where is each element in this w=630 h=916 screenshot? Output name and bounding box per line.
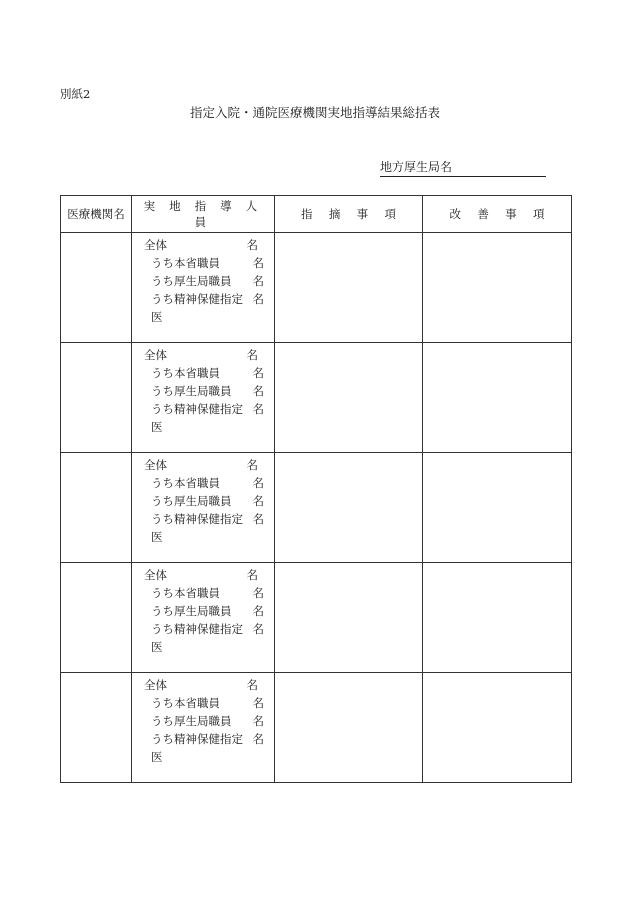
header-institution-name: 医療機関名 — [61, 196, 132, 233]
institution-name-cell[interactable] — [61, 233, 132, 343]
staff-total-unit: 名 — [246, 238, 258, 252]
header-improvements: 改 善 事 項 — [423, 196, 572, 233]
staff-psychiatry-line — [144, 290, 264, 324]
staff-ministry-label: うち本省職員 — [151, 476, 220, 490]
staff-ministry-unit: 名 — [252, 366, 264, 380]
staff-total-label: 全体 — [144, 348, 167, 362]
staff-total-line — [144, 236, 264, 254]
staff-bureau-label: うち厚生局職員 — [151, 714, 232, 728]
improvements-cell[interactable] — [423, 673, 572, 783]
improvements-cell[interactable] — [423, 343, 572, 453]
document-title: 指定入院・通院医療機関実地指導結果総括表 — [189, 105, 440, 120]
findings-cell[interactable] — [275, 233, 423, 343]
institution-name-cell[interactable] — [61, 343, 132, 453]
staff-ministry-line — [144, 694, 264, 712]
findings-cell[interactable] — [275, 673, 423, 783]
staff-total-unit: 名 — [246, 458, 258, 472]
staff-ministry-unit: 名 — [252, 696, 264, 710]
staff-bureau-unit: 名 — [252, 274, 264, 288]
staff-ministry-label: うち本省職員 — [151, 586, 220, 600]
staff-psychiatry-line — [144, 510, 264, 544]
staff-total-label: 全体 — [144, 458, 167, 472]
staff-ministry-unit: 名 — [252, 256, 264, 270]
staff-psychiatry-unit: 名 — [252, 512, 264, 526]
staff-bureau-unit: 名 — [252, 494, 264, 508]
findings-cell[interactable] — [275, 343, 423, 453]
table-row — [61, 673, 572, 783]
staff-psychiatry-label: うち精神保健指定医 — [151, 622, 243, 654]
staff-total-line — [144, 566, 264, 584]
staff-total-unit: 名 — [246, 568, 258, 582]
inspection-staff-cell[interactable] — [132, 563, 275, 673]
staff-psychiatry-line — [144, 620, 264, 654]
document-label: 別紙2 — [60, 87, 91, 101]
institution-name-cell[interactable] — [61, 673, 132, 783]
inspection-staff-cell[interactable] — [132, 233, 275, 343]
staff-ministry-label: うち本省職員 — [151, 696, 220, 710]
staff-total-line — [144, 346, 264, 364]
staff-bureau-unit: 名 — [252, 384, 264, 398]
table-row — [61, 453, 572, 563]
staff-bureau-label: うち厚生局職員 — [151, 274, 232, 288]
bureau-name-field[interactable]: 地方厚生局名 — [380, 158, 546, 177]
summary-table — [60, 195, 572, 783]
header-row — [61, 196, 572, 233]
staff-bureau-line — [144, 712, 264, 730]
staff-bureau-unit: 名 — [252, 604, 264, 618]
staff-bureau-line — [144, 492, 264, 510]
staff-psychiatry-line — [144, 730, 264, 764]
staff-total-label: 全体 — [144, 238, 167, 252]
staff-ministry-line — [144, 584, 264, 602]
staff-bureau-line — [144, 382, 264, 400]
staff-psychiatry-unit: 名 — [252, 292, 264, 306]
staff-psychiatry-unit: 名 — [252, 402, 264, 416]
staff-ministry-label: うち本省職員 — [151, 256, 220, 270]
staff-ministry-unit: 名 — [252, 586, 264, 600]
improvements-cell[interactable] — [423, 453, 572, 563]
staff-bureau-label: うち厚生局職員 — [151, 384, 232, 398]
header-inspection-staff: 実 地 指 導 人 員 — [132, 196, 275, 233]
table-row — [61, 563, 572, 673]
findings-cell[interactable] — [275, 453, 423, 563]
staff-psychiatry-label: うち精神保健指定医 — [151, 402, 243, 434]
staff-total-label: 全体 — [144, 568, 167, 582]
institution-name-cell[interactable] — [61, 453, 132, 563]
staff-psychiatry-unit: 名 — [252, 622, 264, 636]
staff-bureau-label: うち厚生局職員 — [151, 494, 232, 508]
staff-total-unit: 名 — [246, 348, 258, 362]
staff-bureau-line — [144, 602, 264, 620]
staff-total-label: 全体 — [144, 678, 167, 692]
table-row — [61, 233, 572, 343]
institution-name-cell[interactable] — [61, 563, 132, 673]
staff-total-unit: 名 — [246, 678, 258, 692]
staff-bureau-line — [144, 272, 264, 290]
staff-bureau-label: うち厚生局職員 — [151, 604, 232, 618]
staff-total-line — [144, 676, 264, 694]
staff-psychiatry-unit: 名 — [252, 732, 264, 746]
staff-total-line — [144, 456, 264, 474]
staff-ministry-line — [144, 474, 264, 492]
findings-cell[interactable] — [275, 563, 423, 673]
staff-psychiatry-label: うち精神保健指定医 — [151, 732, 243, 764]
staff-ministry-unit: 名 — [252, 476, 264, 490]
staff-psychiatry-label: うち精神保健指定医 — [151, 512, 243, 544]
staff-ministry-line — [144, 254, 264, 272]
staff-psychiatry-line — [144, 400, 264, 434]
header-findings: 指 摘 事 項 — [275, 196, 423, 233]
inspection-staff-cell[interactable] — [132, 453, 275, 563]
staff-ministry-label: うち本省職員 — [151, 366, 220, 380]
inspection-staff-cell[interactable] — [132, 673, 275, 783]
inspection-staff-cell[interactable] — [132, 343, 275, 453]
staff-ministry-line — [144, 364, 264, 382]
table-row — [61, 343, 572, 453]
staff-bureau-unit: 名 — [252, 714, 264, 728]
improvements-cell[interactable] — [423, 233, 572, 343]
improvements-cell[interactable] — [423, 563, 572, 673]
staff-psychiatry-label: うち精神保健指定医 — [151, 292, 243, 324]
